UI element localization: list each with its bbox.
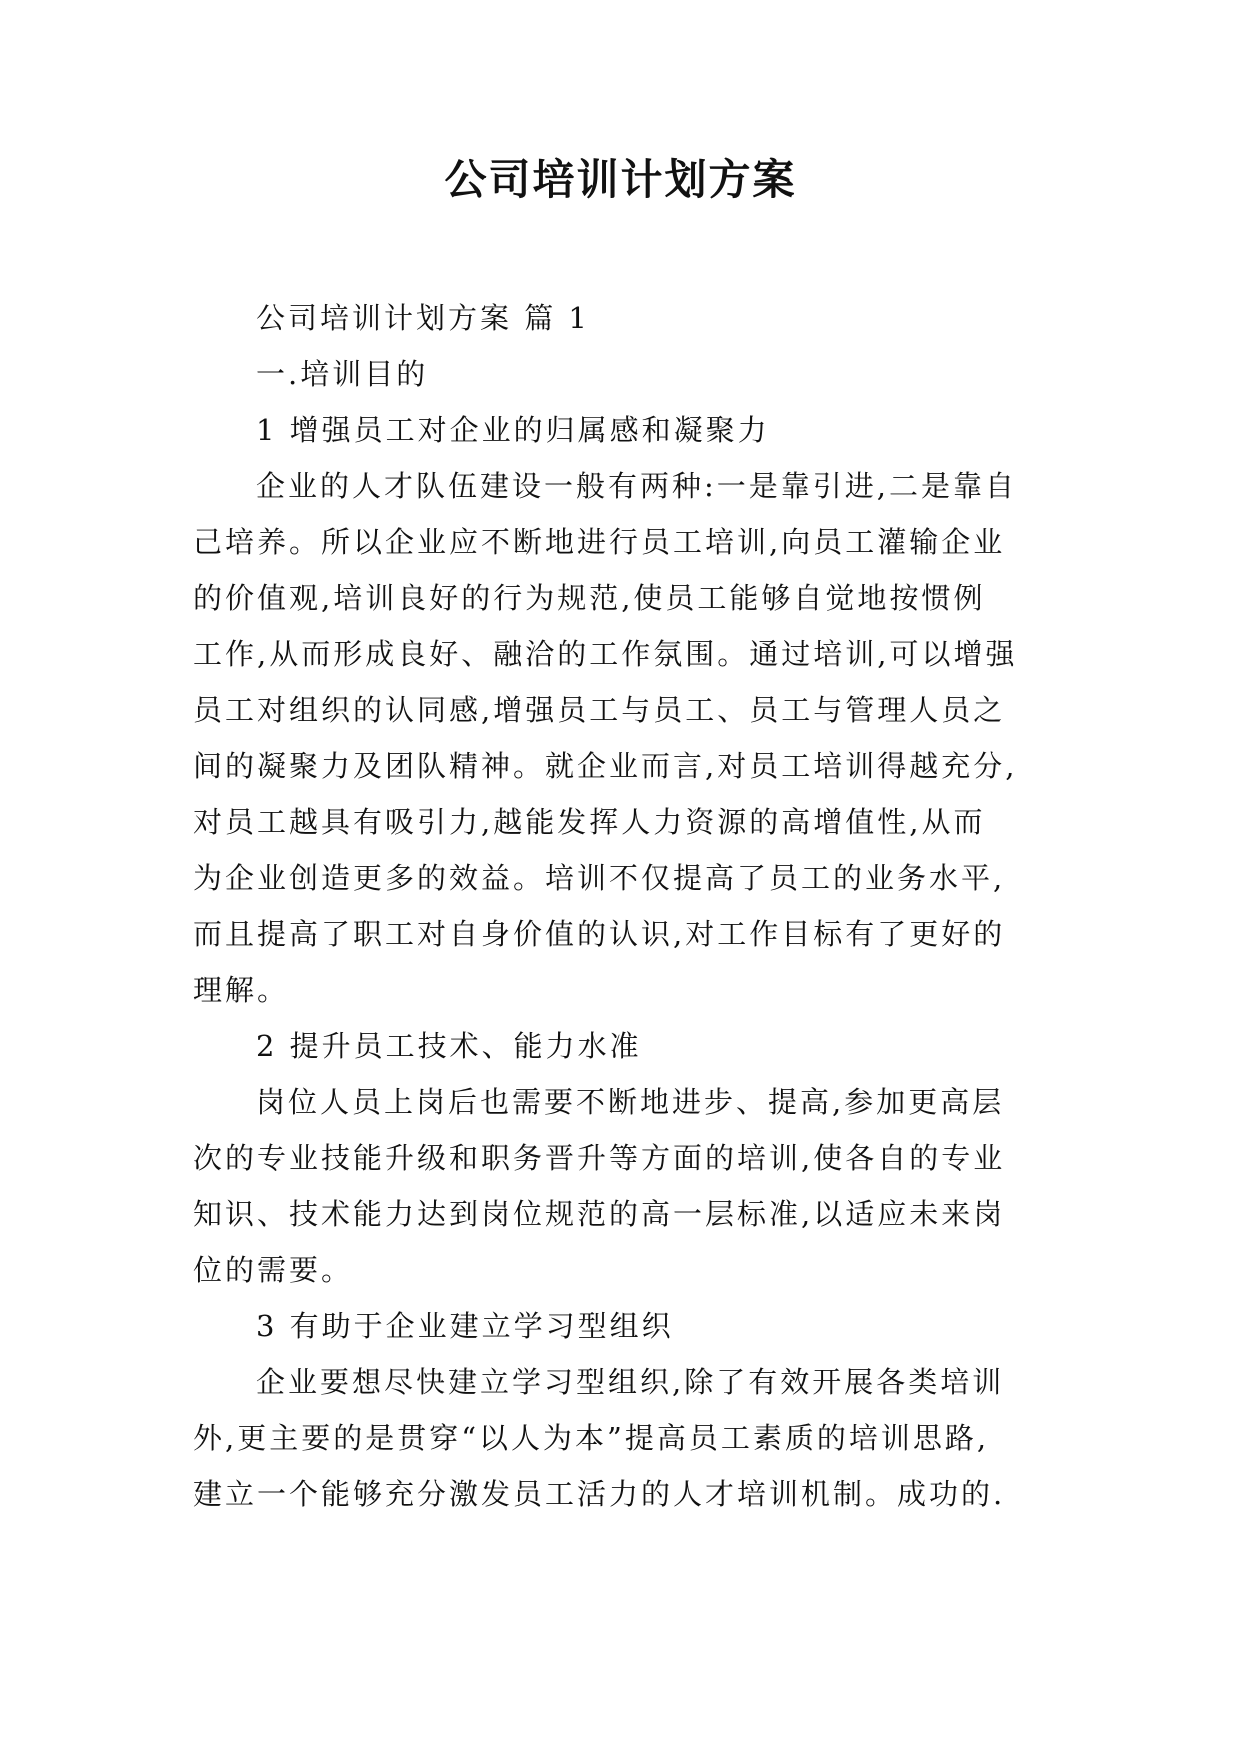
paragraph-line: 员工对组织的认同感,增强员工与员工、员工与管理人员之	[193, 693, 1006, 727]
paragraph-line: 外,更主要的是贯穿“以人为本”提高员工素质的培训思路,	[193, 1421, 990, 1455]
paragraph-line: 次的专业技能升级和职务晋升等方面的培训,使各自的专业	[193, 1141, 1006, 1175]
paragraph-line: 的价值观,培训良好的行为规范,使员工能够自觉地按惯例	[193, 581, 986, 615]
paragraph-line: 建立一个能够充分激发员工活力的人才培训机制。成功的.	[193, 1477, 1006, 1511]
paragraph-line: 间的凝聚力及团队精神。就企业而言,对员工培训得越充分,	[193, 749, 1018, 783]
point-heading: 2 提升员工技术、能力水准	[256, 1029, 642, 1063]
paragraph-line: 企业的人才队伍建设一般有两种:一是靠引进,二是靠自	[256, 469, 1017, 503]
paragraph-line: 位的需要。	[193, 1253, 354, 1287]
subsection-heading: 一.培训目的	[256, 357, 429, 391]
paragraph-line: 而且提高了职工对自身价值的认识,对工作目标有了更好的	[193, 917, 1006, 951]
paragraph-line: 为企业创造更多的效益。培训不仅提高了员工的业务水平,	[193, 861, 1006, 895]
paragraph-line: 知识、技术能力达到岗位规范的高一层标准,以适应未来岗	[193, 1197, 1006, 1231]
paragraph-line: 岗位人员上岗后也需要不断地进步、提高,参加更高层	[256, 1085, 1005, 1119]
paragraph-line: 对员工越具有吸引力,越能发挥人力资源的高增值性,从而	[193, 805, 986, 839]
point-heading: 3 有助于企业建立学习型组织	[256, 1309, 674, 1343]
paragraph-line: 企业要想尽快建立学习型组织,除了有效开展各类培训	[256, 1365, 1005, 1399]
point-heading: 1 增强员工对企业的归属感和凝聚力	[256, 413, 770, 447]
document-body	[193, 290, 1063, 1522]
paragraph-line: 己培养。所以企业应不断地进行员工培训,向员工灌输企业	[193, 525, 1006, 559]
paragraph-line: 理解。	[193, 973, 290, 1007]
paragraph-line: 工作,从而形成良好、融洽的工作氛围。通过培训,可以增强	[193, 637, 1018, 671]
section-heading: 公司培训计划方案 篇 1	[256, 301, 590, 335]
document-title: 公司培训计划方案	[444, 155, 797, 204]
